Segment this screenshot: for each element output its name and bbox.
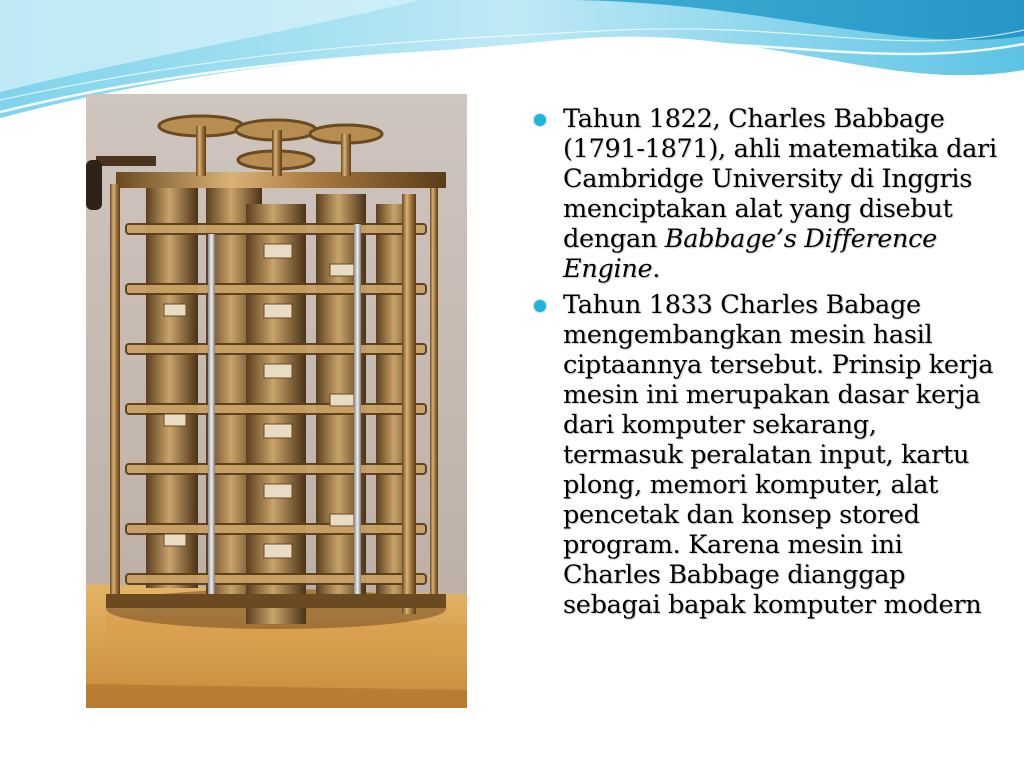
- bullet-1-text: Tahun 1822, Charles Babbage (1791-1871), ahli matematika dari Cambridge University di Inggris menciptakan alat yang disebut dengan: [563, 104, 997, 254]
- bullet-dot-icon: [534, 300, 546, 312]
- bullet-list: [530, 104, 1000, 626]
- bullet-item-1822: [530, 104, 1000, 284]
- bullet-1-italic-term: Babbage’s Difference Engine: [563, 224, 937, 284]
- bullet-1-text-end: .: [652, 254, 661, 284]
- bullet-dot-icon: [534, 114, 546, 126]
- bullet-2-text: Tahun 1833 Charles Babage mengembangkan mesin hasil ciptaannya tersebut. Prinsip kerja mesin ini merupakan dasar kerja dari komputer sekarang, termasuk peralatan input, kartu plong, memori komputer, alat pencetak dan konsep stored program. Karena mesin ini Charles Babbage dianggap sebagai bapak komputer modern: [563, 290, 994, 620]
- difference-engine-photo: [86, 94, 467, 708]
- bullet-item-1833: [530, 290, 1000, 620]
